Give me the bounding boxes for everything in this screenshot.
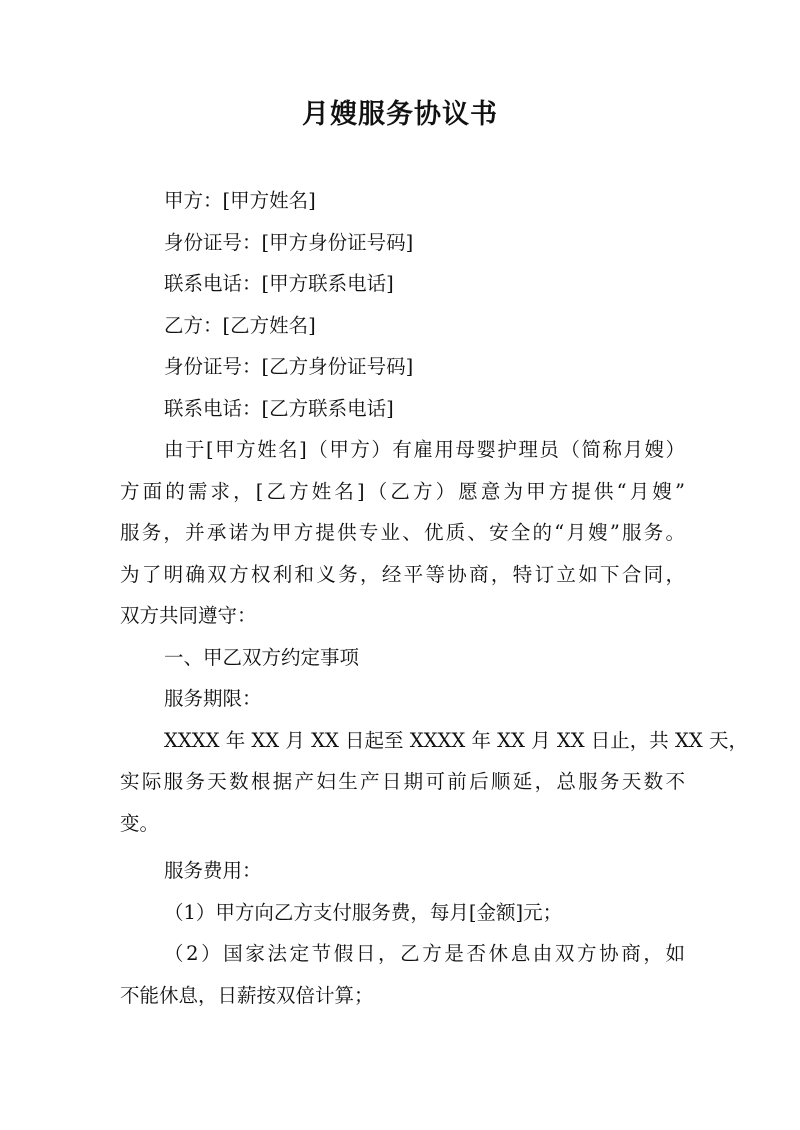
term-paragraph — [120, 720, 748, 845]
term-line: XXXX 年 XX 月 XX 日起至 XXXX 年 XX 月 XX 日止，共 XX 天， — [164, 728, 748, 752]
term-line: 实际服务天数根据产妇生产日期可前后顺延，总服务天数不 — [120, 770, 685, 793]
preamble-paragraph — [120, 429, 685, 637]
preamble-line: 双方共同遵守： — [120, 604, 257, 627]
preamble-line: 由于[甲方姓名]（甲方）有雇用母婴护理员（简称月嫂） — [164, 438, 685, 461]
preamble-line: 服务，并承诺为甲方提供专业、优质、安全的“月嫂”服务。 — [120, 521, 685, 544]
party-b-phone: 联系电话：[乙方联系电话] — [164, 396, 394, 420]
preamble-line: 方面的需求，[乙方姓名]（乙方）愿意为甲方提供“月嫂” — [120, 479, 685, 503]
party-b-name: 乙方：[乙方姓名] — [164, 313, 316, 337]
party-a-id: 身份证号：[甲方身份证号码] — [164, 230, 414, 254]
party-a-phone: 联系电话：[甲方联系电话] — [164, 272, 394, 295]
page-title: 月嫂服务协议书 — [302, 99, 498, 130]
fee-item-1: （1）甲方向乙方支付服务费，每月[金额]元； — [164, 900, 563, 924]
fee-label: 服务费用： — [164, 859, 262, 882]
fee-item-2-line: （2）国家法定节假日，乙方是否休息由双方协商，如 — [164, 942, 685, 965]
fee-item-2-line: 不能休息，日薪按双倍计算； — [120, 983, 374, 1007]
fee-item-2 — [120, 933, 685, 1016]
section-heading: 一、甲乙双方约定事项 — [164, 645, 360, 669]
term-label: 服务期限： — [164, 687, 262, 710]
party-a-name: 甲方：[甲方姓名] — [164, 189, 316, 212]
party-b-id: 身份证号：[乙方身份证号码] — [164, 355, 414, 378]
preamble-line: 为了明确双方权利和义务，经平等协商，特订立如下合同， — [120, 562, 685, 586]
term-line: 变。 — [120, 811, 160, 835]
document-body — [120, 180, 748, 1016]
